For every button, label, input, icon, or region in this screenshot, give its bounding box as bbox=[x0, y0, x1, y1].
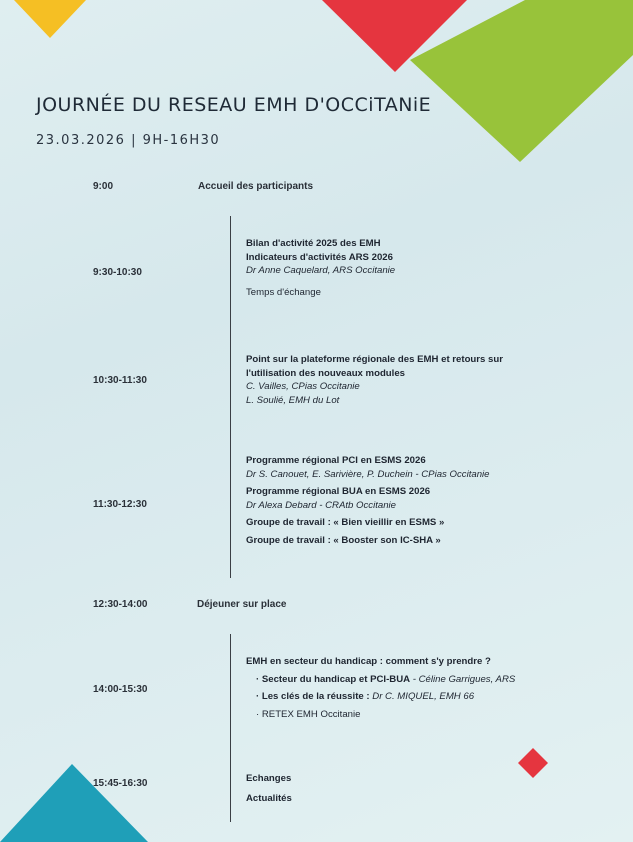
time-welcome: 9:00 bbox=[93, 181, 114, 192]
yellow-triangle-icon bbox=[14, 0, 94, 40]
session-3-speaker-1: Dr S. Canouet, E. Sarivière, P. Duchein - CPias Occitanie bbox=[246, 468, 490, 480]
session-2-title-2: l'utilisation des nouveaux modules bbox=[246, 367, 406, 379]
session-4-item-2-title: · Les clés de la réussite : bbox=[256, 691, 370, 702]
session-3-speaker-2: Dr Alexa Debard - CRAtb Occitanie bbox=[246, 499, 397, 511]
timeline-line-morning bbox=[230, 216, 231, 578]
session-4 bbox=[246, 655, 576, 721]
session-2 bbox=[246, 353, 576, 407]
blue-triangle-icon bbox=[0, 762, 150, 842]
session-3-title-4: Groupe de travail : « Booster son IC-SHA » bbox=[246, 534, 441, 546]
lunch-label: Déjeuner sur place bbox=[197, 599, 287, 610]
session-3-title-1: Programme régional PCI en ESMS 2026 bbox=[246, 455, 426, 466]
session-1-title-2: Indicateurs d'activités ARS 2026 bbox=[246, 251, 393, 263]
green-triangle-icon bbox=[410, 0, 633, 165]
time-session-4: 14:00-15:30 bbox=[93, 684, 148, 695]
session-2-title-1: Point sur la plateforme régionale des EMH et retours sur bbox=[246, 354, 503, 365]
page-title: JOURNÉE DU RESEAU EMH D'OCCiTANiE bbox=[36, 94, 432, 116]
session-1-exchange: Temps d'échange bbox=[246, 286, 321, 298]
session-4-item-2-speaker: Dr C. MIQUEL, EMH 66 bbox=[369, 691, 475, 702]
time-session-2: 10:30-11:30 bbox=[93, 375, 147, 386]
session-4-title: EMH en secteur du handicap : comment s'y prendre ? bbox=[246, 656, 491, 667]
session-5 bbox=[246, 769, 576, 809]
session-2-speaker-1: C. Vailles, CPias Occitanie bbox=[246, 381, 360, 392]
session-4-item-1-speaker: - Céline Garrigues, ARS bbox=[410, 673, 516, 685]
session-4-item-2 bbox=[246, 690, 576, 704]
session-4-item-3: · RETEX EMH Occitanie bbox=[256, 708, 361, 720]
event-date-time: 23.03.2026 | 9H-16H30 bbox=[36, 133, 221, 148]
time-session-3: 11:30-12:30 bbox=[93, 499, 147, 510]
session-3-title-2: Programme régional BUA en ESMS 2026 bbox=[246, 486, 431, 497]
time-session-5: 15:45-16:30 bbox=[93, 778, 148, 789]
session-5-title-2: Actualités bbox=[246, 793, 292, 804]
session-4-item-1-title: · Secteur du handicap et PCI-BUA bbox=[256, 673, 411, 685]
welcome-label: Accueil des participants bbox=[198, 181, 314, 192]
time-session-1: 9:30-10:30 bbox=[93, 267, 142, 278]
timeline-line-afternoon bbox=[230, 634, 231, 822]
session-3 bbox=[246, 454, 576, 547]
time-lunch: 12:30-14:00 bbox=[93, 599, 148, 610]
session-2-speaker-2: L. Soulié, EMH du Lot bbox=[246, 394, 340, 406]
session-3-title-3: Groupe de travail : « Bien vieillir en ESMS » bbox=[246, 517, 445, 528]
session-4-item-1 bbox=[246, 673, 576, 687]
session-1-title-1: Bilan d'activité 2025 des EMH bbox=[246, 238, 381, 249]
session-1 bbox=[246, 237, 576, 299]
session-1-speaker: Dr Anne Caquelard, ARS Occitanie bbox=[246, 265, 396, 276]
session-5-title-1: Echanges bbox=[246, 773, 292, 784]
